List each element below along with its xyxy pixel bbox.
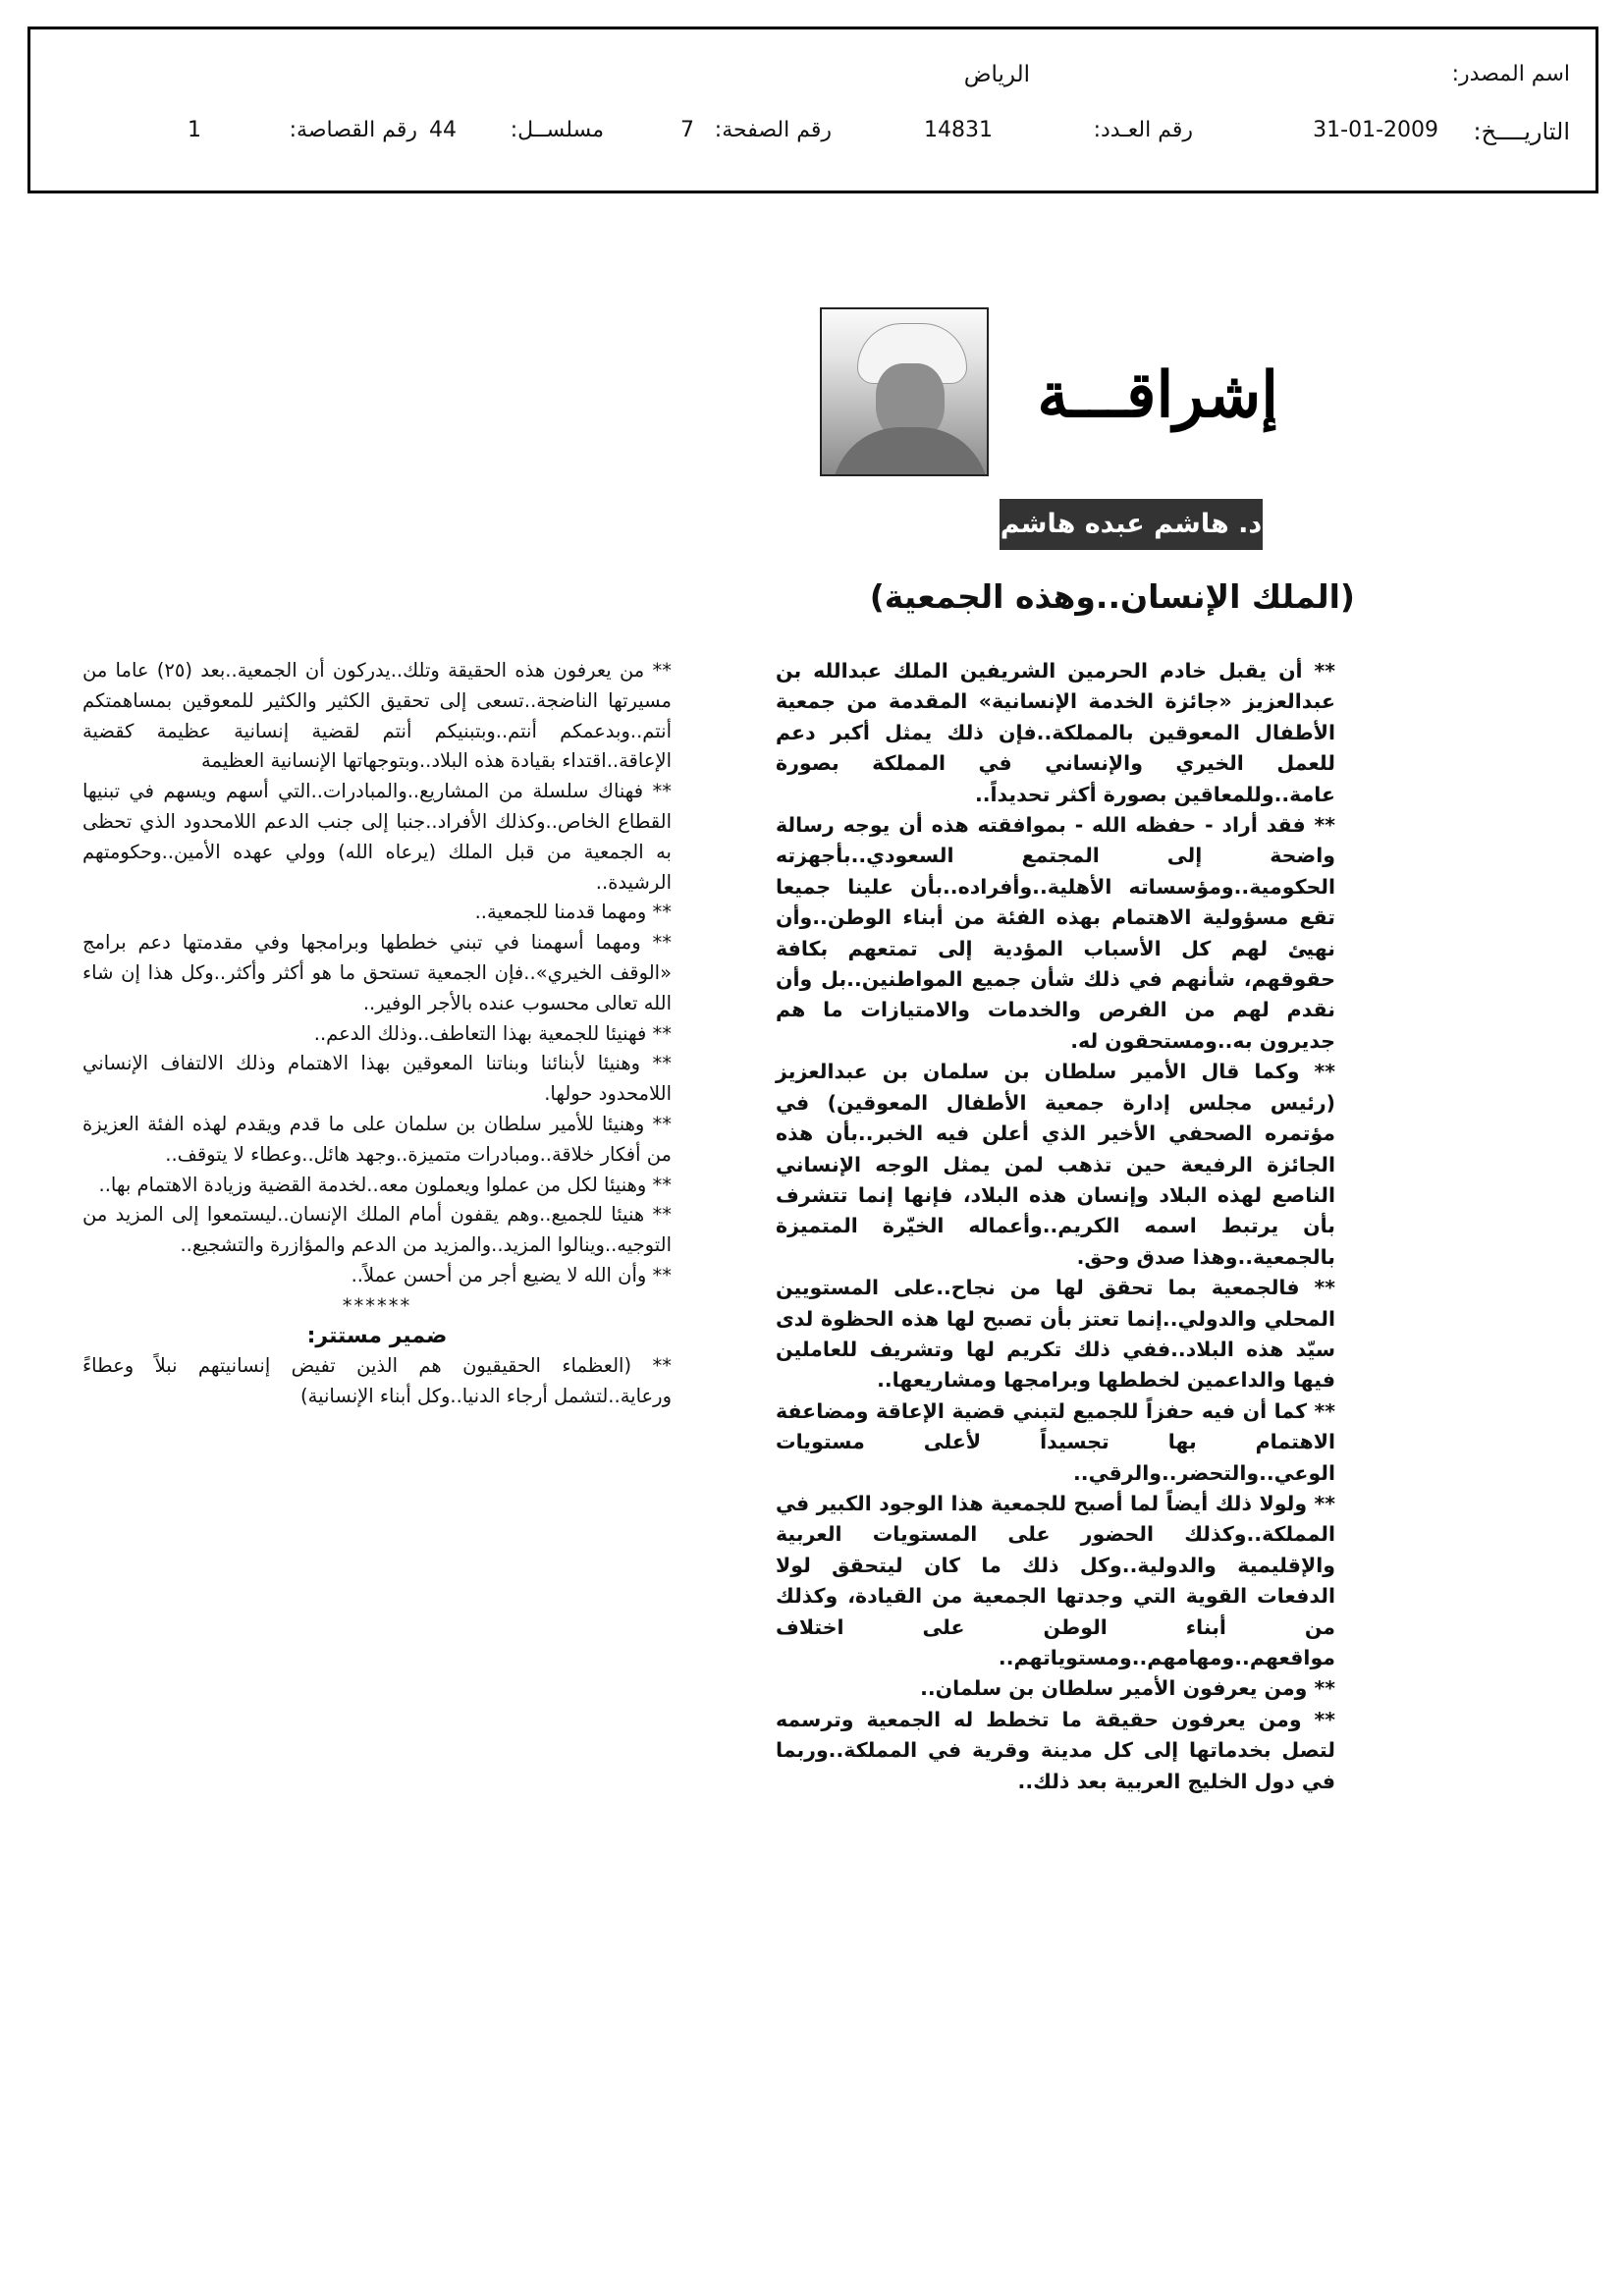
date-label: التاريــــخ:	[1473, 118, 1570, 145]
page-label: رقم الصفحة:	[714, 118, 832, 142]
paragraph: ** فالجمعية بما تحقق لها من نجاح..على المستويين المحلي والدولي..إنما تعتز بأن تصبح لها هذه الحظوة لدى سيّد هذه البلاد..ففي ذلك تكريم لها وتشريف للعاملين فيها والداعمين لخططها وبرامجها ومشاريعها..	[776, 1276, 1335, 1393]
source-metadata-box	[27, 27, 1598, 193]
column-title: إشراقـــة	[1037, 358, 1278, 432]
clip-label: رقم القصاصة:	[289, 118, 417, 142]
paragraph: ** فهناك سلسلة من المشاريع..والمبادرات..التي أسهم ويسهم في تبنيها القطاع الخاص..وكذلك الأفراد..جنبا إلى جنب الدعم اللامحدود الذي تحظى به الجمعية من قبل الملك (يرعاه الله) وولي عهده الأمين..وحكومتهم الرشيدة..	[82, 780, 672, 894]
date-value: 31-01-2009	[1313, 118, 1438, 142]
source-label: اسم المصدر:	[1451, 62, 1570, 86]
paragraph: ** وهنيئا لأبنائنا وبناتنا المعوقين بهذا الاهتمام وذلك الالتفاف الإنساني اللامحدود حولها.	[82, 1052, 672, 1106]
paragraph: ** وهنيئا لكل من عملوا ويعملون معه..لخدمة القضية وزيادة الاهتمام بها..	[98, 1173, 672, 1196]
subheading: ضمير مستتر:	[306, 1323, 448, 1348]
paragraph: ** فقد أراد - حفظه الله - بموافقته هذه أن يوجه رسالة واضحة إلى المجتمع السعودي..بأجهزته الحكومية..ومؤسساته الأهلية..وأفراده..بأن علينا جميعا تقع مسؤولية الاهتمام بهذه الفئة من أبناء الوطن..وأن نهيئ لهم كل الأسباب المؤدية إلى تمتعهم بكافة حقوقهم، شأنهم في ذلك شأن جميع المواطنين..بل وأن نقدم لهم من الفرص والخدمات والامتيازات ما هم جديرون به..ومستحقون له.	[776, 813, 1335, 1053]
paragraph: ** ومن يعرفون الأمير سلطان بن سلمان..	[920, 1676, 1335, 1701]
page-value: 7	[680, 118, 694, 142]
paragraph: ** ولولا ذلك أيضاً لما أصبح للجمعية هذا الوجود الكبير في المملكة..وكذلك الحضور على المستويات العربية والإقليمية والدولية..وكل ذلك ما كان ليتحقق لولا الدفعات القوية التي وجدتها الجمعية من القيادة، وكذلك من أبناء الوطن على اختلاف مواقعهم..ومهامهم..ومستوياتهم..	[776, 1491, 1335, 1669]
separator: ******	[342, 1293, 412, 1317]
paragraph: ** وأن الله لا يضيع أجر من أحسن عملاً..	[351, 1263, 672, 1286]
author-photo	[820, 307, 989, 476]
paragraph: ** وكما قال الأمير سلطان بن سلمان بن عبدالعزيز (رئيس مجلس إدارة جمعية الأطفال المعوقين) في مؤتمره الصحفي الأخير الذي أعلن فيه الخبر..بأن هذه الجائزة الرفيعة حين تذهب لمن يمثل الوجه الإنساني الناصع لهذه البلاد وإنسان هذه البلاد، فإنها إنما تتشرف بأن يرتبط اسمه الكريم..وأعماله الخيّرة المتميزة بالجمعية..وهذا صدق وحق.	[776, 1060, 1335, 1269]
closing-quote: ** (العظماء الحقيقيون هم الذين تفيض إنسانيتهم نبلاً وعطاءً ورعاية..لتشمل أرجاء الدنيا..وكل أبناء الإنسانية)	[82, 1354, 672, 1408]
issue-value: 14831	[924, 118, 993, 142]
paragraph: ** ومهما قدمنا للجمعية..	[474, 901, 672, 924]
paragraph: ** ومهما أسهمنا في تبني خططها وبرامجها وفي مقدمتها دعم برامج «الوقف الخيري»..فإن الجمعية تستحق ما هو أكثر وأكثر..وكل هذا إن شاء الله تعالى محسوب عنده بالأجر الوفير..	[82, 931, 672, 1014]
clip-value: 1	[188, 118, 201, 142]
paragraph: ** وهنيئا للأمير سلطان بن سلمان على ما قدم ويقدم لهذه الفئة العزيزة من أفكار خلاقة..ومبادرات متميزة..وجهد هائل..وعطاء لا يتوقف..	[82, 1112, 672, 1166]
source-value: الرياض	[963, 62, 1030, 87]
article-headline: (الملك الإنسان..وهذه الجمعية)	[869, 577, 1355, 616]
issue-label: رقم العـدد:	[1093, 118, 1193, 142]
serial-value: 44	[429, 118, 457, 142]
article-column-right	[776, 656, 1335, 1797]
article-column-left	[82, 656, 672, 1412]
paragraph: ** فهنيئا للجمعية بهذا التعاطف..وذلك الدعم..	[313, 1021, 672, 1045]
paragraph: ** ومن يعرفون حقيقة ما تخطط له الجمعية وترسمه لتصل بخدماتها إلى كل مدينة وقرية في المملكة..وربما في دول الخليج العربية بعد ذلك..	[776, 1707, 1335, 1793]
paragraph: ** أن يقبل خادم الحرمين الشريفين الملك عبدالله بن عبدالعزيز «جائزة الخدمة الإنسانية» المقدمة من جمعية الأطفال المعوقين بالمملكة..فإن ذلك يمثل أكبر دعم للعمل الخيري والإنساني في المملكة بصورة عامة..وللمعاقين بصورة أكثر تحديداً..	[776, 659, 1335, 806]
serial-label: مسلســل:	[510, 118, 604, 142]
author-name: د. هاشم عبده هاشم	[1000, 499, 1263, 550]
paragraph: ** من يعرفون هذه الحقيقة وتلك..يدركون أن الجمعية..بعد (٢٥) عاما من مسيرتها الناضجة..تسعى إلى تحقيق الكثير والكثير للمعوقين بمساهمتكم أنتم..وبدعمكم أنتم..وبتبنيكم أنتم لقضية إنسانية عظيمة كقضية الإعاقة..اقتداء بقيادة هذه البلاد..وبتوجهاتها الإنسانية العظيمة	[82, 659, 672, 773]
paragraph: ** هنيئا للجميع..وهم يقفون أمام الملك الإنسان..ليستمعوا إلى المزيد من التوجيه..وينالوا المزيد..والمزيد من الدعم والمؤازرة والتشجيع..	[82, 1203, 672, 1257]
paragraph: ** كما أن فيه حفزاً للجميع لتبني قضية الإعاقة ومضاعفة الاهتمام بها تجسيداً لأعلى مستويات الوعي..والتحضر..والرقي..	[776, 1398, 1335, 1485]
